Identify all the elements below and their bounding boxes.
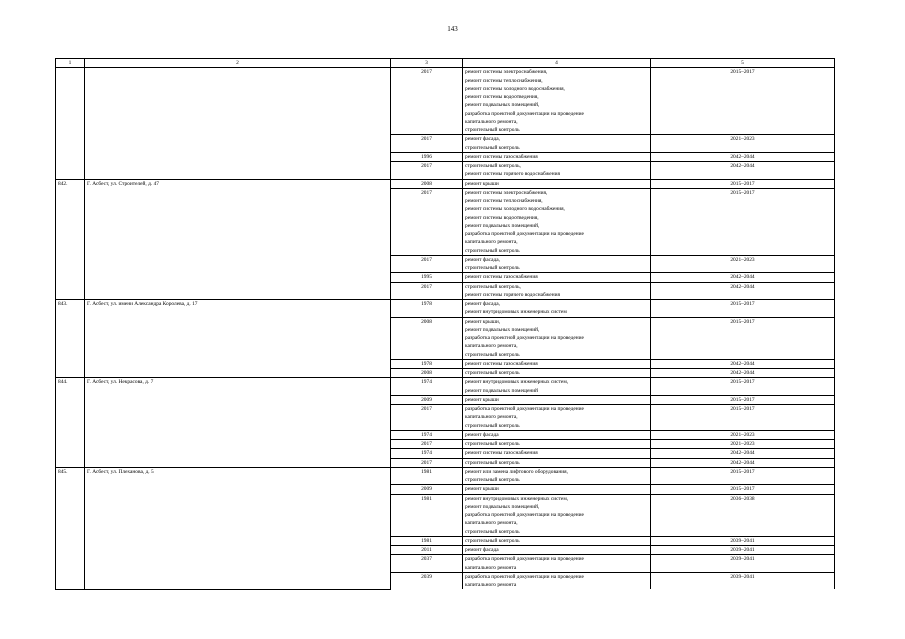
commission-year: 1981 xyxy=(391,494,463,536)
repair-period: 2015–2017 xyxy=(651,188,835,255)
repair-period: 2021–2023 xyxy=(651,135,835,153)
repair-works: ремонт системы газоснабжения xyxy=(463,359,651,368)
commission-year: 2017 xyxy=(391,255,463,273)
repair-works: ремонт фасада, ремонт внутридомовых инженерных систем xyxy=(463,300,651,318)
column-header-4: 4 xyxy=(463,59,651,68)
table-row xyxy=(56,467,835,485)
building-number: 844. xyxy=(56,378,85,468)
repair-period: 2042–2044 xyxy=(651,449,835,458)
table-row xyxy=(56,179,835,188)
commission-year: 2017 xyxy=(391,458,463,467)
column-header-1: 1 xyxy=(56,59,85,68)
commission-year: 1981 xyxy=(391,536,463,545)
repair-works: ремонт системы электроснабжения, ремонт системы теплоснабжения, ремонт системы холодного водоснабжения, ремонт системы водоотведения, ремонт подвальных помещений, разработка проектной документации на проведение капитального ремонта, строительный контроль xyxy=(463,188,651,255)
commission-year: 1978 xyxy=(391,359,463,368)
repair-works: ремонт системы газоснабжения xyxy=(463,449,651,458)
repair-period: 2042–2044 xyxy=(651,162,835,180)
commission-year: 1996 xyxy=(391,152,463,161)
commission-year: 2009 xyxy=(391,485,463,494)
repair-period: 2015–2017 xyxy=(651,405,835,431)
repair-works: разработка проектной документации на проведение капитального ремонта xyxy=(463,572,651,589)
building-number xyxy=(56,68,85,179)
repair-period: 2036–2038 xyxy=(651,494,835,536)
building-address: Г. Асбест, ул. имени Александра Королева, д. 17 xyxy=(85,300,391,378)
repair-period: 2039–2041 xyxy=(651,572,835,589)
repair-period: 2015–2017 xyxy=(651,485,835,494)
commission-year: 2017 xyxy=(391,68,463,135)
building-address: Г. Асбест, ул. Плеханова, д. 5 xyxy=(85,467,391,589)
building-number: 842. xyxy=(56,179,85,300)
repair-period: 2039–2041 xyxy=(651,546,835,555)
column-header-2: 2 xyxy=(85,59,391,68)
table-body xyxy=(56,68,835,590)
repair-period: 2042–2044 xyxy=(651,152,835,161)
repair-period: 2021–2023 xyxy=(651,430,835,439)
repair-works: строительный контроль xyxy=(463,458,651,467)
building-number: 843. xyxy=(56,300,85,378)
building-number: 845. xyxy=(56,467,85,589)
commission-year: 2009 xyxy=(391,395,463,404)
repair-works: ремонт крыши xyxy=(463,485,651,494)
commission-year: 1978 xyxy=(391,300,463,318)
repair-works: ремонт или замена лифтового оборудования, строительный контроль xyxy=(463,467,651,485)
commission-year: 1974 xyxy=(391,449,463,458)
commission-year: 2017 xyxy=(391,440,463,449)
repair-works: разработка проектной документации на проведение капитального ремонта xyxy=(463,555,651,573)
repair-works: ремонт крыши, ремонт подвальных помещений, разработка проектной документации на проведение капитального ремонта, строительный контроль xyxy=(463,317,651,359)
commission-year: 2011 xyxy=(391,546,463,555)
commission-year: 2008 xyxy=(391,317,463,359)
repair-period: 2015–2017 xyxy=(651,179,835,188)
commission-year: 2017 xyxy=(391,188,463,255)
commission-year: 2008 xyxy=(391,369,463,378)
repair-period: 2015–2017 xyxy=(651,467,835,485)
repair-works: строительный контроль, ремонт системы горячего водоснабжения xyxy=(463,162,651,180)
repair-period: 2015–2017 xyxy=(651,317,835,359)
repair-works: ремонт фасада, строительный контроль xyxy=(463,255,651,273)
repair-works: строительный контроль xyxy=(463,440,651,449)
repair-works: ремонт фасада xyxy=(463,546,651,555)
repair-period: 2042–2044 xyxy=(651,359,835,368)
commission-year: 1974 xyxy=(391,378,463,396)
table-row xyxy=(56,68,835,135)
column-header-5: 5 xyxy=(651,59,835,68)
repair-period: 2039–2041 xyxy=(651,555,835,573)
repair-works: ремонт фасада xyxy=(463,430,651,439)
repair-period: 2042–2044 xyxy=(651,273,835,282)
commission-year: 2017 xyxy=(391,135,463,153)
commission-year: 1995 xyxy=(391,273,463,282)
repair-works: строительный контроль xyxy=(463,369,651,378)
column-number-row xyxy=(56,59,835,68)
commission-year: 2008 xyxy=(391,179,463,188)
repair-works: разработка проектной документации на проведение капитального ремонта, строительный контроль xyxy=(463,405,651,431)
repair-works: строительный контроль, ремонт системы горячего водоснабжения xyxy=(463,282,651,300)
building-address xyxy=(85,68,391,179)
repair-works: ремонт крыши xyxy=(463,179,651,188)
repair-period: 2015–2017 xyxy=(651,300,835,318)
table-row xyxy=(56,300,835,318)
repair-period: 2021–2023 xyxy=(651,255,835,273)
commission-year: 2039 xyxy=(391,572,463,589)
repair-period: 2042–2044 xyxy=(651,282,835,300)
commission-year: 2037 xyxy=(391,555,463,573)
commission-year: 2017 xyxy=(391,405,463,431)
repair-works: строительный контроль xyxy=(463,536,651,545)
table-row xyxy=(56,378,835,396)
repair-works: ремонт системы электроснабжения, ремонт системы теплоснабжения, ремонт системы холодного водоснабжения, ремонт системы водоотведения, ремонт подвальных помещений, разработка проектной документации на проведение капитального ремонта, строительный контроль xyxy=(463,68,651,135)
commission-year: 2017 xyxy=(391,282,463,300)
building-address: Г. Асбест, ул. Некрасова, д. 7 xyxy=(85,378,391,468)
repair-period: 2042–2044 xyxy=(651,369,835,378)
building-address: Г. Асбест, ул. Строителей, д. 47 xyxy=(85,179,391,300)
repair-period: 2015–2017 xyxy=(651,378,835,396)
repair-works: ремонт фасада, строительный контроль xyxy=(463,135,651,153)
column-header-3: 3 xyxy=(391,59,463,68)
repair-period: 2021–2023 xyxy=(651,440,835,449)
repair-works: ремонт системы газоснабжения xyxy=(463,273,651,282)
repair-period: 2042–2044 xyxy=(651,458,835,467)
repair-works: ремонт системы газоснабжения xyxy=(463,152,651,161)
page-number: 143 xyxy=(447,25,458,33)
repair-period: 2015–2017 xyxy=(651,68,835,135)
capital-repair-table xyxy=(55,58,835,590)
commission-year: 2017 xyxy=(391,162,463,180)
repair-works: ремонт внутридомовых инженерных систем, ремонт подвальных помещений, разработка проектной документации на проведение капитального ремонта, строительный контроль xyxy=(463,494,651,536)
repair-works: ремонт крыши xyxy=(463,395,651,404)
commission-year: 1981 xyxy=(391,467,463,485)
commission-year: 1974 xyxy=(391,430,463,439)
repair-works: ремонт внутридомовых инженерных систем, ремонт подвальных помещений xyxy=(463,378,651,396)
repair-period: 2039–2041 xyxy=(651,536,835,545)
repair-period: 2015–2017 xyxy=(651,395,835,404)
